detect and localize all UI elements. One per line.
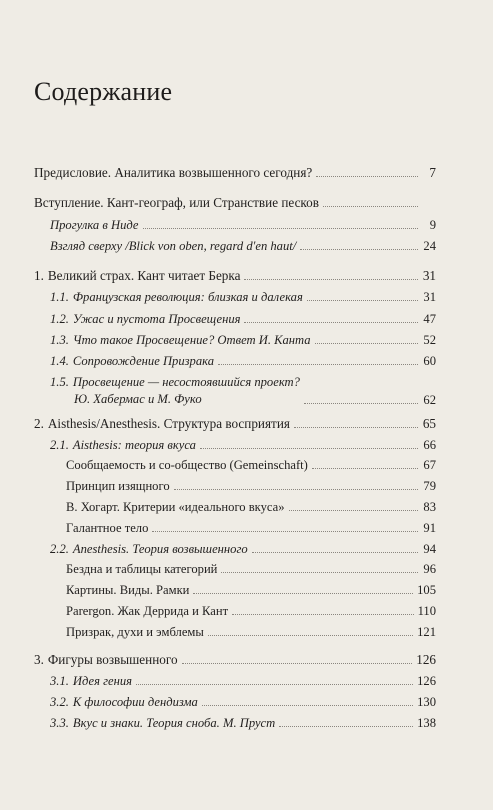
toc-entry-page: 9: [429, 218, 436, 232]
toc-entry-page: 24: [423, 239, 436, 253]
toc-entry: [50, 692, 436, 710]
toc-entry: [34, 193, 436, 211]
toc-entry: [66, 559, 436, 577]
dot-leader: [174, 488, 418, 490]
toc-entry-label: 1. Великий страх. Кант читает Берка: [34, 268, 241, 283]
dot-leader: [244, 278, 418, 280]
toc-entry-label: Бездна и таблицы категорий: [66, 562, 218, 576]
toc-entry-label: В. Хогарт. Критерии «идеального вкуса»: [66, 500, 285, 514]
toc-entry-label: 1.1. Французская революция: близкая и далекая: [50, 290, 303, 304]
toc-entry: [66, 476, 436, 494]
toc-entry: [50, 330, 436, 348]
toc-entry: [66, 497, 436, 515]
dot-leader: [208, 634, 413, 636]
toc-entry: [50, 539, 436, 557]
toc-entry-label: Взгляд сверху /Blick von oben, regard d'en haut/: [50, 239, 297, 253]
toc-entry-page: 52: [423, 333, 436, 347]
toc-entry: [66, 518, 436, 536]
toc-entry-label: Принцип изящного: [66, 479, 170, 493]
toc-entry-page: 105: [417, 583, 436, 597]
dot-leader: [152, 530, 418, 532]
toc-entry: [50, 309, 436, 327]
toc-entry: [34, 414, 436, 432]
toc-entry-label: Предисловие. Аналитика возвышенного сегодня?: [34, 165, 313, 180]
dot-leader: [221, 571, 418, 573]
toc-entry-label: 2. Aisthesis/Anesthesis. Структура восприятия: [34, 416, 290, 431]
dot-leader: [300, 248, 418, 250]
toc-entry-page: 94: [423, 542, 436, 556]
toc-entry-page: 130: [417, 695, 436, 709]
toc-entry-page: 67: [423, 458, 436, 472]
toc-entry-label: 2.1. Aisthesis: теория вкуса: [50, 438, 196, 452]
dot-leader: [202, 704, 413, 706]
dot-leader: [279, 725, 413, 727]
toc-entry: [34, 163, 436, 181]
dot-leader: [312, 467, 418, 469]
toc-entry-page: 91: [423, 521, 436, 535]
toc-entry: [34, 266, 436, 284]
toc-entry-label: 1.4. Сопровождение Призрака: [50, 354, 215, 368]
toc-entry-label: 1.3. Что такое Просвещение? Ответ И. Канта: [50, 333, 311, 347]
dot-leader: [200, 447, 418, 449]
toc-entry-page: 47: [423, 312, 436, 326]
toc-entry-label: Картины. Виды. Рамки: [66, 583, 190, 597]
toc-entry: [50, 671, 436, 689]
dot-leader: [323, 205, 418, 207]
toc-entry: [34, 650, 436, 668]
toc-entry: [50, 215, 436, 233]
dot-leader: [252, 551, 418, 553]
toc-entry-page: 121: [417, 625, 436, 639]
toc-entry-page: 65: [422, 416, 436, 431]
toc-entry-label: Parergon. Жак Деррида и Кант: [66, 604, 229, 618]
toc-entry-label: 1.5. Просвещение — несостоявшийся проект? Ю. Хабермас и М. Фуко: [50, 375, 300, 406]
toc-entry: [50, 236, 436, 254]
toc-entry-page: 126: [417, 674, 436, 688]
dot-leader: [289, 509, 418, 511]
toc-entry-page: 31: [423, 290, 436, 304]
toc-entry-page: 60: [423, 354, 436, 368]
toc-entry: [50, 351, 436, 369]
toc-entry-label: Сообщаемость и со-общество (Gemeinschaft): [66, 458, 308, 472]
toc-entry-label: 1.2. Ужас и пустота Просвещения: [50, 312, 241, 326]
dot-leader: [315, 342, 418, 344]
dot-leader: [294, 426, 418, 428]
toc-entry-page: 138: [417, 716, 436, 730]
toc-entry-page: 7: [429, 165, 436, 180]
toc-entry-label: 2.2. Anesthesis. Теория возвышенного: [50, 542, 248, 556]
toc-entry-label: Вступление. Кант-географ, или Странствие песков: [34, 195, 319, 210]
toc-entry-label: Прогулка в Ниде: [50, 218, 139, 232]
toc-entry: [50, 287, 436, 305]
toc-entry-page: 79: [423, 479, 436, 493]
toc-entry: [50, 435, 436, 453]
toc-entry-label: 3.1. Идея гения: [50, 674, 133, 688]
toc-entry-page: 31: [422, 268, 436, 283]
toc-entry: [66, 622, 436, 640]
dot-leader: [244, 321, 418, 323]
toc-entry: [50, 374, 436, 408]
dot-leader: [232, 613, 413, 615]
dot-leader: [304, 402, 418, 404]
toc-entry-page: 66: [423, 438, 436, 452]
toc-entry-page: 110: [417, 604, 436, 618]
toc-entry-label: 3.2. К философии дендизма: [50, 695, 198, 709]
toc-entry: [66, 601, 436, 619]
dot-leader: [182, 662, 413, 664]
toc-entry-page: 126: [416, 652, 436, 667]
dot-leader: [307, 299, 418, 301]
toc-entry-page: 62: [423, 393, 436, 407]
dot-leader: [316, 175, 418, 177]
toc-entry-label: Галантное тело: [66, 521, 149, 535]
page-title: Содержание: [34, 77, 173, 106]
dot-leader: [193, 592, 413, 594]
dot-leader: [136, 683, 413, 685]
dot-leader: [218, 363, 418, 365]
toc-entry-label: Призрак, духи и эмблемы: [66, 625, 204, 639]
toc-entry: [66, 455, 436, 473]
toc-entry-label: 3.3. Вкус и знаки. Теория сноба. М. Пруст: [50, 716, 276, 730]
toc-entry-label: 3. Фигуры возвышенного: [34, 652, 178, 667]
toc-entry-page: 83: [423, 500, 436, 514]
toc-entry: [66, 580, 436, 598]
dot-leader: [143, 227, 419, 229]
toc-entry-page: 96: [423, 562, 436, 576]
toc-entry: [50, 713, 436, 731]
